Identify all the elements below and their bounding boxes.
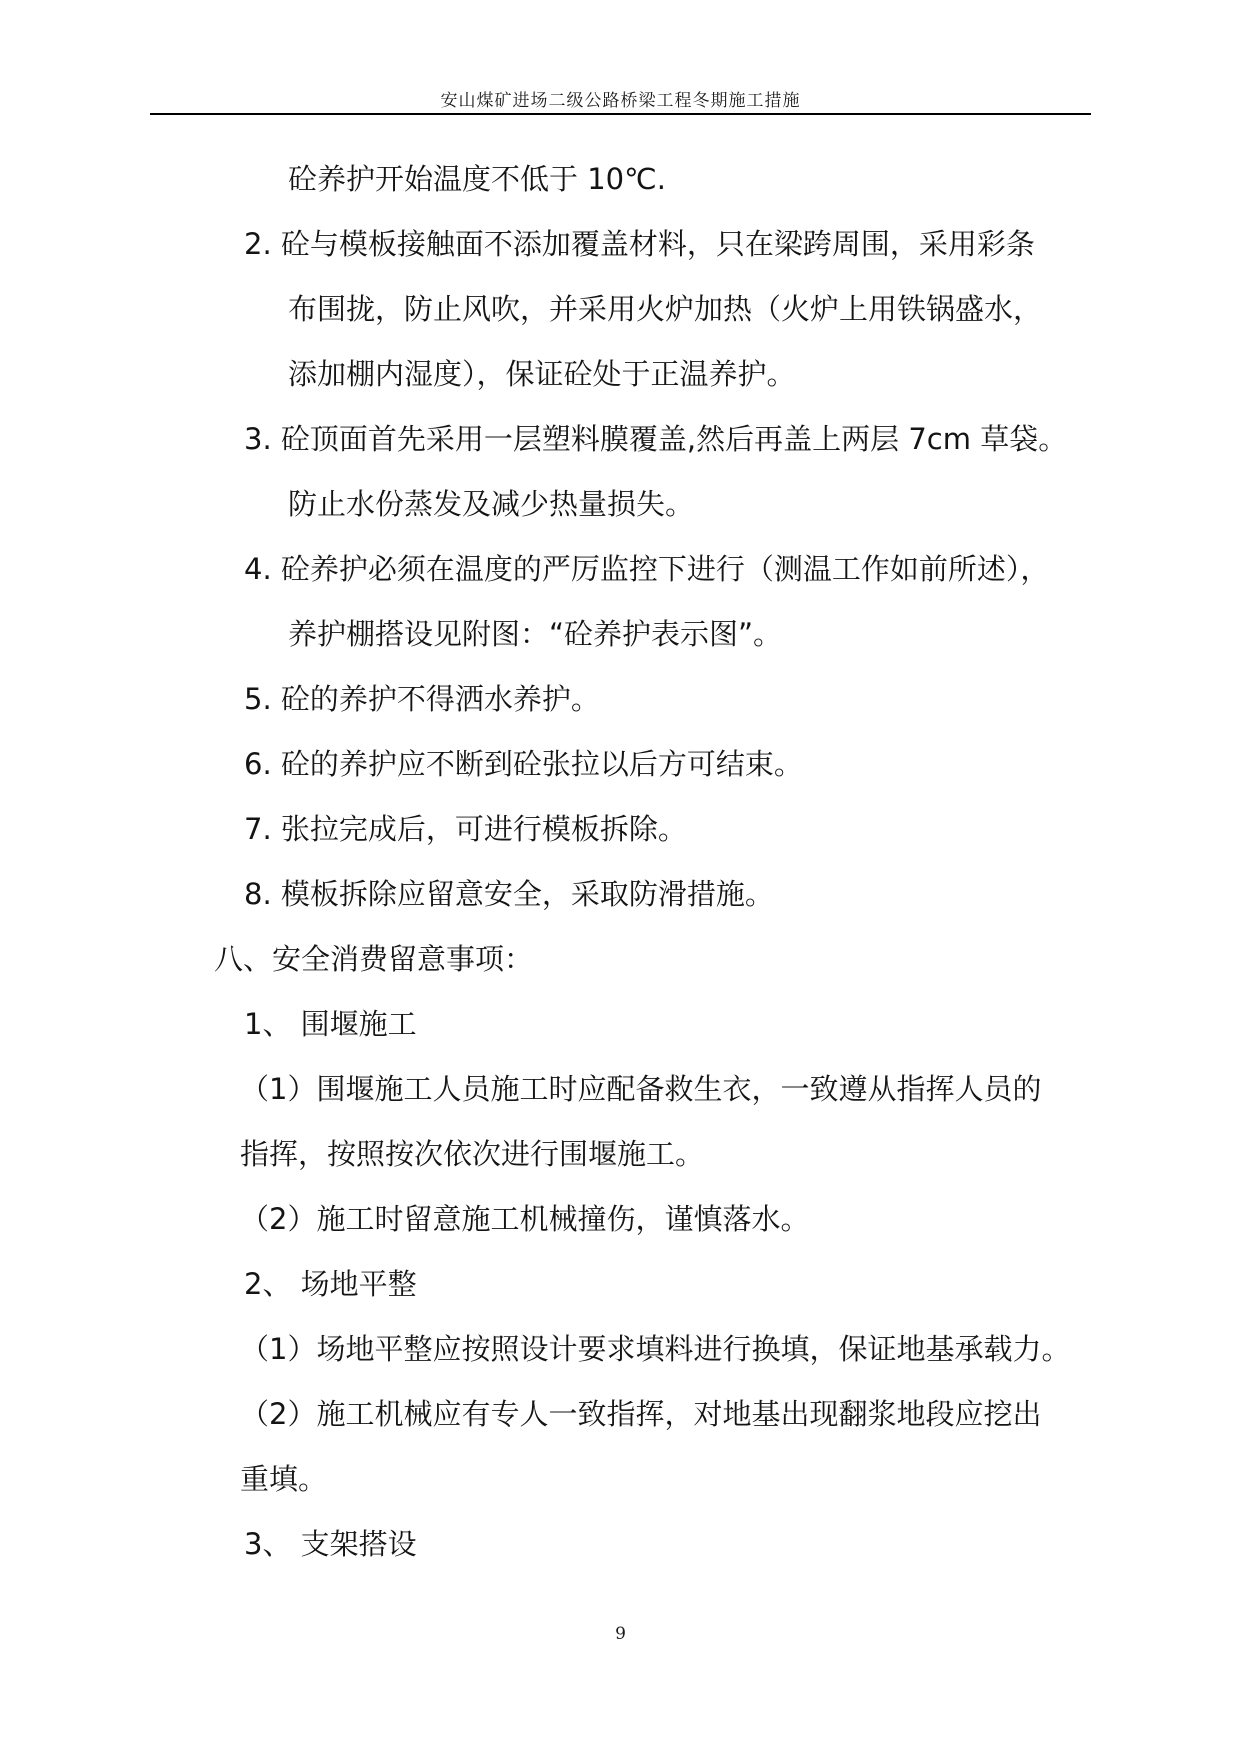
text-line: 养护棚搭设见附图：“砼养护表示图”。 — [288, 617, 783, 651]
page-number: 9 — [615, 1624, 626, 1644]
text-line: 防止水份蒸发及减少热量损失。 — [288, 487, 695, 521]
list-item-6-line: 6. 砼的养护应不断到砼张拉以后方可结束。 — [244, 747, 803, 781]
list-item-2-line: 2. 砼与模板接触面不添加覆盖材料，只在梁跨周围，采用彩条 — [244, 227, 1035, 261]
list-item-8-line: 8. 模板拆除应留意安全，采取防滑措施。 — [244, 877, 774, 911]
subsection-heading: 1、 围堰施工 — [244, 1007, 417, 1041]
text-line: （2）施工机械应有专人一致指挥，对地基出现翻浆地段应挖出 — [240, 1397, 1042, 1431]
section-heading: 八、安全消费留意事项： — [214, 942, 534, 976]
text-line: 重填。 — [240, 1462, 328, 1496]
header-rule — [150, 113, 1091, 115]
text-line: （1）围堰施工人员施工时应配备救生衣，一致遵从指挥人员的 — [240, 1072, 1042, 1106]
list-item-3-line: 3. 砼顶面首先采用一层塑料膜覆盖,然后再盖上两层 7cm 草袋。 — [244, 422, 1068, 456]
running-header-title: 安山煤矿进场二级公路桥梁工程冬期施工措施 — [440, 91, 801, 111]
list-item-4-line: 4. 砼养护必须在温度的严厉监控下进行（测温工作如前所述）， — [244, 552, 1050, 586]
list-item-5-line: 5. 砼的养护不得洒水养护。 — [244, 682, 600, 716]
text-line: 添加棚内湿度），保证砼处于正温养护。 — [288, 357, 796, 391]
text-line: 砼养护开始温度不低于 10℃. — [288, 162, 666, 196]
text-line: 布围拢，防止风吹，并采用火炉加热（火炉上用铁锅盛水， — [288, 292, 1043, 326]
text-line: 指挥，按照按次依次进行围堰施工。 — [240, 1137, 705, 1171]
list-item-7-line: 7. 张拉完成后，可进行模板拆除。 — [244, 812, 687, 846]
subsection-heading: 2、 场地平整 — [244, 1267, 417, 1301]
text-line: （2）施工时留意施工机械撞伤，谨慎落水。 — [240, 1202, 810, 1236]
subsection-heading: 3、 支架搭设 — [244, 1527, 417, 1561]
text-line: （1）场地平整应按照设计要求填料进行换填，保证地基承载力。 — [240, 1332, 1071, 1366]
